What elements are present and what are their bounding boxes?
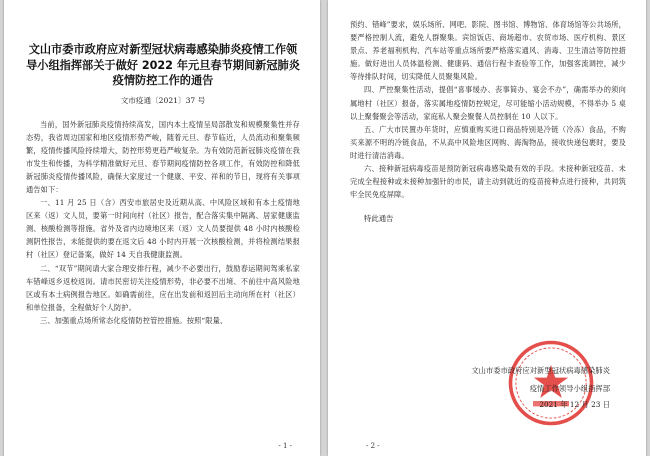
signature-line-2: 疫情工作领导小组指挥部	[529, 384, 610, 393]
item-1-paragraph: 一、11 月 25 日（含）西安市旅居史及近期从高、中风险区域和有本土疫情地区来（返）文人员，要第一时间向村（社区）报告，配合落实集中隔离、居家健康监测、核酸检测等措施。省外及省内边境地区来（返）文人员要提供 48 小时内核酸检测阴性报告，未能提供的要在返文后 48 小时内开展一次核酸检测，并将检测结果报村（社区）登记备案，做好 14 天自我健康监测。	[26, 198, 300, 260]
item-3-paragraph-start: 三、加强重点场所常态化疫情防控管控措施。按照“限量、	[40, 315, 228, 325]
item-4-paragraph: 四、严控聚集性活动，提倡“喜事缓办、丧事简办、宴会不办”，确需举办的须向属地村（社区）报备，落实属地疫情防控规定，尽可能缩小活动规模，不得举办 5 桌以上聚餐聚会等活动，家庭私人聚会聚餐人员控制在 10 人以下。	[350, 85, 626, 121]
official-red-seal-icon	[506, 338, 596, 428]
item-5-paragraph: 五、广大市民置办年货时，应慎重购买进口商品特别是冷链（冷冻）食品，不购买来源不明的冷链食品，不从高中风险地区网购、海淘物品，接收快递包裹时，要及时进行清洁消毒。	[350, 124, 626, 160]
closing-text: 特此通告	[364, 214, 394, 224]
signature-date: 2021 年 12 月 23 日	[539, 400, 610, 409]
document-page-1	[4, 0, 320, 456]
notice-title: 文山市委市政府应对新型冠状病毒感染肺炎疫情工作领导小组指挥部关于做好 2022 年元旦春节期间新冠肺炎疫情防控工作的通告	[26, 43, 300, 87]
document-number: 文市疫通〔2021〕37 号	[120, 95, 206, 105]
page-number-2: - 2 -	[366, 442, 380, 450]
item-3-paragraph-cont: 预约、错峰”要求，娱乐场所、网吧、影院、图书馆、博物馆、体育场馆等公共场所，要严格控制人流，避免人群聚集。宾馆饭店、商场超市、农贸市场、医疗机构、景区景点、养老福利机构、汽车站等重点场所要严格落实通风、消毒、卫生清洁等防控措施。做好进出人员体温检测、健康码、通信行程卡查验等工作，加强客流调控，减少等待排队时间，切实降低人员聚集风险。	[350, 20, 626, 82]
page-number-1: - 1 -	[278, 442, 292, 450]
intro-paragraph: 当前，国外新冠肺炎疫情持续高发，国内本土疫情呈局部散发和规模聚集性并存态势，我省周边国家和地区疫情形势严峻，随着元旦、春节临近，人员流动和聚集频繁，疫情传播风险持续增大，防控形势更趋严峻复杂。为有效防范新冠肺炎疫情在我市发生和传播，为科学精准做好元旦、春节期间疫情防控各项工作，有效防控和降低新冠肺炎疫情传播风险，确保大家度过一个健康、平安、祥和的节日，现将有关事项通告如下：	[26, 119, 300, 194]
item-6-paragraph: 六、接种新冠病毒疫苗是预防新冠病毒感染最有效的手段。未接种新冠疫苗、未完成全程接种或未接种加强针的市民，请主动到就近的疫苗接种点进行接种，共同筑牢全民免疫屏障。	[350, 164, 626, 200]
item-2-paragraph: 二、“双节”期间请大家合理安排行程，减少不必要出行，鼓励春运期间驾乘私家车错峰返乡返校返岗。请市民密切关注疫情形势，非必要不出境、不前往中高风险地区或有本土病例报告地区。如确需前往，应在出发前和返回后主动向所在村（社区）和单位报备，全程做好个人防护。	[26, 263, 300, 312]
signature-line-1: 文山市委市政府应对新型冠状病毒感染肺炎	[471, 366, 610, 375]
document-page-2	[328, 0, 646, 456]
